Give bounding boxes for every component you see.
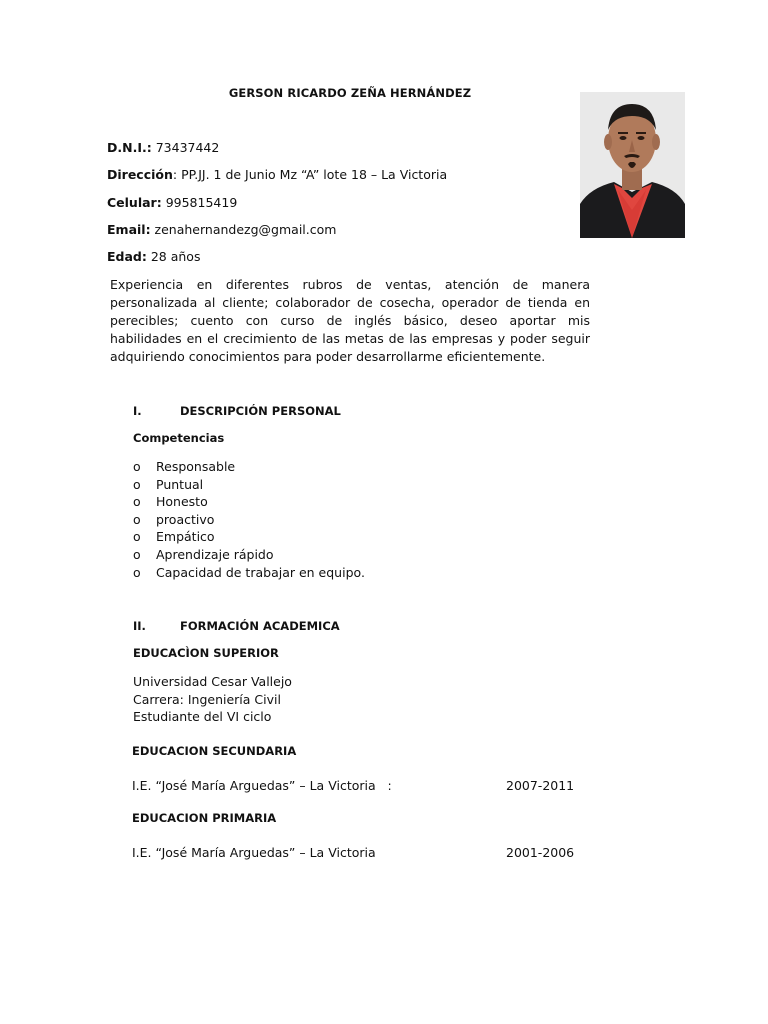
primary-school: I.E. “José María Arguedas” – La Victoria — [132, 845, 376, 860]
section-1-title: DESCRIPCIÓN PERSONAL — [180, 404, 341, 418]
primary-years: 2001-2006 — [506, 845, 575, 860]
list-item-text: proactivo — [156, 511, 215, 527]
secondary-education-heading: EDUCACION SECUNDARIA — [132, 744, 297, 758]
secondary-school: I.E. “José María Arguedas” – La Victoria : — [132, 778, 392, 793]
list-item-text: Puntual — [156, 476, 204, 492]
bullet-icon: o — [133, 476, 141, 492]
higher-education-heading: EDUCACÌON SUPERIOR — [133, 646, 279, 660]
bullet-icon: o — [133, 494, 141, 510]
address-label: Dirección — [107, 167, 173, 182]
list-item-text: Responsable — [156, 459, 236, 474]
list-item — [133, 546, 365, 564]
cycle-line: Estudiante del VI ciclo — [133, 709, 272, 724]
list-item — [133, 564, 365, 582]
section-1-number: I. — [133, 404, 142, 418]
email-value: zenahernandezg@gmail.com — [150, 222, 337, 237]
section-2-title: FORMACIÓN ACADEMICA — [180, 619, 340, 633]
primary-education-heading: EDUCACION PRIMARIA — [132, 811, 277, 825]
career-line: Carrera: Ingeniería Civil — [133, 692, 281, 707]
secondary-years: 2007-2011 — [506, 778, 575, 793]
competencies-list — [133, 458, 365, 581]
list-item — [133, 493, 365, 511]
email-label: Email: — [107, 222, 151, 237]
university-line: Universidad Cesar Vallejo — [133, 674, 292, 689]
profile-photo-drawing — [580, 92, 685, 238]
profile-summary: Experiencia en diferentes rubros de ventas, atención de manera personalizada al cliente; colaborador de cosecha, operador de tienda en perecibles; cuento con curso de inglés básico, deseo aportar mis habilidades en el crecimiento de las metas de las empresas y poder seguir adquiriendo conocimientos para poder desarrollarme eficientemente. — [110, 277, 590, 364]
bullet-icon: o — [133, 459, 141, 474]
list-item-text: Honesto — [156, 494, 208, 510]
phone-label: Celular: — [107, 195, 162, 210]
email-line — [107, 222, 336, 237]
competencies-heading: Competencias — [133, 431, 225, 445]
bullet-icon: o — [133, 529, 141, 545]
age-label: Edad: — [107, 249, 147, 264]
address-value: : PP.JJ. 1 de Junio Mz “A” lote 18 – La Victoria — [172, 167, 448, 182]
dni-label: D.N.I.: — [107, 140, 152, 155]
candidate-name: GERSON RICARDO ZEÑA HERNÁNDEZ — [228, 86, 472, 100]
list-item — [133, 458, 365, 476]
list-item — [133, 476, 365, 494]
list-item-text: Capacidad de trabajar en equipo. — [156, 564, 365, 580]
profile-photo — [580, 92, 685, 238]
bullet-icon: o — [133, 546, 141, 562]
list-item-text: Empático — [156, 529, 215, 545]
section-2-number: II. — [133, 619, 146, 633]
dni-value: 73437442 — [151, 140, 220, 155]
phone-line — [107, 195, 237, 210]
bullet-icon: o — [133, 511, 141, 527]
age-line — [107, 249, 200, 264]
bullet-icon: o — [133, 564, 141, 580]
list-item — [133, 528, 365, 546]
dni-line — [107, 140, 219, 155]
list-item — [133, 511, 365, 529]
address-line — [107, 167, 447, 182]
age-value: 28 años — [146, 249, 201, 264]
list-item-text: Aprendizaje rápido — [156, 546, 274, 562]
phone-value: 995815419 — [161, 195, 238, 210]
